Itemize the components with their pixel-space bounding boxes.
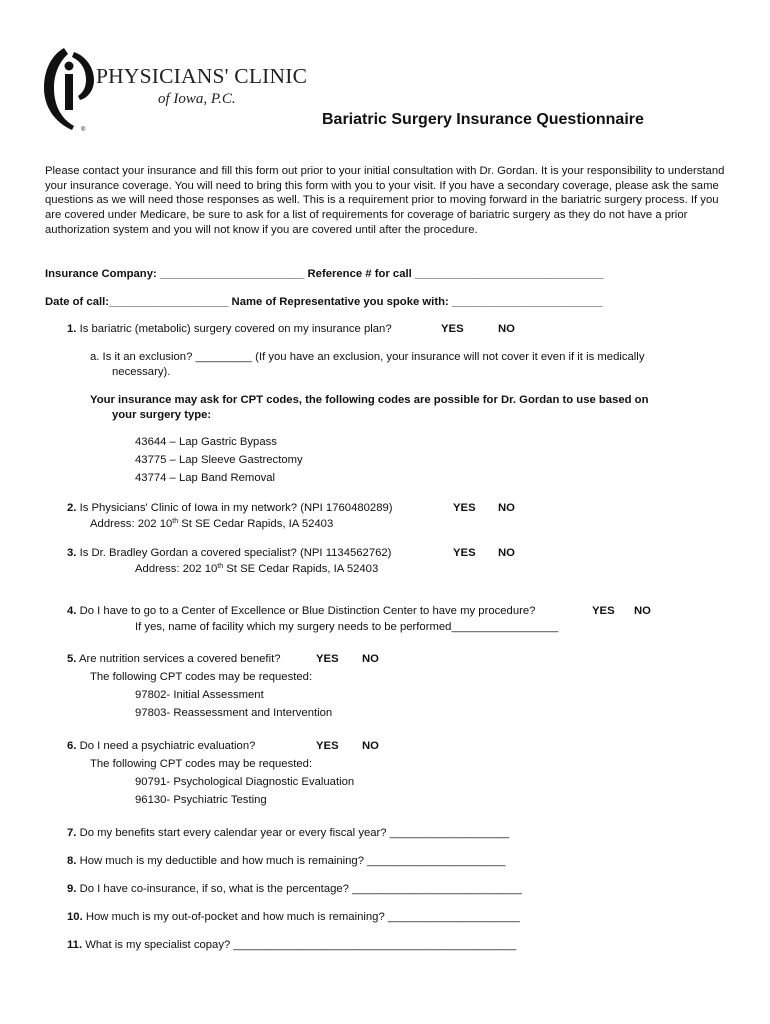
q6-no-option[interactable]: NO <box>362 740 379 752</box>
question-text: Are nutrition services a covered benefit? <box>78 653 281 665</box>
q1-no-option[interactable]: NO <box>498 323 515 335</box>
cpt-code-item: 43774 – Lap Band Removal <box>135 472 276 484</box>
question-text: Is Physicians' Clinic of Iowa in my network? (NPI 1760480289) <box>79 502 393 514</box>
registered-mark: ® <box>81 127 86 133</box>
question-4 <box>67 604 535 619</box>
question-6 <box>67 739 255 754</box>
question-7[interactable] <box>67 826 509 841</box>
intro-paragraph: Please contact your insurance and fill this form out prior to your initial consultation with Dr. Gordan. It is your responsibility to understand your insurance coverage. You will need to bring this form with you to your visit. If you have a secondary coverage, please ask the same questions as we will need those responses as well. This is a requirement prior to moving forward in the bariatric surgery process. If you are covered under Medicare, be sure to ask for a list of requirements for coverage of bariatric surgery as they do not have a prior authorization system and you will not know if you are covered until after the procedure. <box>45 165 725 236</box>
q1-yes-option[interactable]: YES <box>441 323 464 335</box>
question-number: 4. <box>67 605 77 617</box>
question-number: 5. <box>67 653 77 665</box>
q5-cpt-note: The following CPT codes may be requested: <box>90 671 313 683</box>
question-number: 3. <box>67 547 77 559</box>
cpt-code-item: 96130- Psychiatric Testing <box>135 794 267 806</box>
question-10[interactable] <box>67 910 520 925</box>
q1-cpt-note: Your insurance may ask for CPT codes, the following codes are possible for Dr. Gordan to use based on <box>90 394 649 406</box>
q2-no-option[interactable]: NO <box>498 502 515 514</box>
q2-address: Address: 202 10th St SE Cedar Rapids, IA 52403 <box>90 518 334 530</box>
page-title: Bariatric Surgery Insurance Questionnaire <box>322 111 644 128</box>
clinic-subname: of Iowa, P.C. <box>158 91 236 107</box>
clinic-logo-mark <box>44 44 96 134</box>
question-number: 7. <box>67 827 77 839</box>
q4-no-option[interactable]: NO <box>634 605 651 617</box>
question-1 <box>67 322 392 337</box>
question-number: 8. <box>67 855 77 867</box>
q5-yes-option[interactable]: YES <box>316 653 339 665</box>
q6-yes-option[interactable]: YES <box>316 740 339 752</box>
q3-yes-option[interactable]: YES <box>453 547 476 559</box>
q6-cpt-note: The following CPT codes may be requested: <box>90 758 313 770</box>
question-text: How much is my out-of-pocket and how much is remaining? _____________________ <box>85 911 520 923</box>
q1-cpt-note-2: your surgery type: <box>112 409 212 421</box>
question-text: What is my specialist copay? _____________________________________________ <box>85 939 517 951</box>
q3-no-option[interactable]: NO <box>498 547 515 559</box>
question-text: Do I have co-insurance, if so, what is the percentage? ___________________________ <box>79 883 522 895</box>
q4-facility-line[interactable]: If yes, name of facility which my surgery needs to be performed_________________ <box>135 621 559 633</box>
q2-yes-option[interactable]: YES <box>453 502 476 514</box>
clinic-logo <box>44 44 308 134</box>
question-5 <box>67 652 281 667</box>
question-text: Do I have to go to a Center of Excellence or Blue Distinction Center to have my procedure? <box>79 605 536 617</box>
q4-yes-option[interactable]: YES <box>592 605 615 617</box>
q1-exclusion-line[interactable]: a. Is it an exclusion? _________ (If you have an exclusion, your insurance will not cover it even if it is medically <box>90 351 645 363</box>
question-number: 11. <box>67 939 83 951</box>
question-text: How much is my deductible and how much is remaining? ______________________ <box>79 855 506 867</box>
question-text: Is Dr. Bradley Gordan a covered specialist? (NPI 1134562762) <box>79 547 392 559</box>
cpt-code-item: 97803- Reassessment and Intervention <box>135 707 333 719</box>
question-number: 2. <box>67 502 77 514</box>
question-2 <box>67 501 393 516</box>
q1-exclusion-line-2: necessary). <box>112 366 171 378</box>
question-text: Is bariatric (metabolic) surgery covered on my insurance plan? <box>79 323 392 335</box>
cpt-code-item: 90791- Psychological Diagnostic Evaluation <box>135 776 355 788</box>
q5-no-option[interactable]: NO <box>362 653 379 665</box>
question-number: 9. <box>67 883 77 895</box>
question-9[interactable] <box>67 882 522 897</box>
cpt-code-item: 43644 – Lap Gastric Bypass <box>135 436 277 448</box>
clinic-name: PHYSICIANS' CLINIC <box>96 64 308 88</box>
date-representative-field[interactable]: Date of call:___________________ Name of Representative you spoke with: ________________________ <box>45 296 603 308</box>
cpt-code-item: 43775 – Lap Sleeve Gastrectomy <box>135 454 303 466</box>
question-number: 1. <box>67 323 77 335</box>
question-text: Do I need a psychiatric evaluation? <box>79 740 256 752</box>
question-11[interactable] <box>67 938 516 953</box>
question-8[interactable] <box>67 854 505 869</box>
insurance-company-field[interactable]: Insurance Company: _______________________ Reference # for call ______________________________ <box>45 268 604 280</box>
cpt-code-item: 97802- Initial Assessment <box>135 689 264 701</box>
question-number: 10. <box>67 911 83 923</box>
question-number: 6. <box>67 740 77 752</box>
question-3 <box>67 546 391 561</box>
question-text: Do my benefits start every calendar year or every fiscal year? ___________________ <box>79 827 510 839</box>
q3-address: Address: 202 10th St SE Cedar Rapids, IA 52403 <box>135 563 379 575</box>
